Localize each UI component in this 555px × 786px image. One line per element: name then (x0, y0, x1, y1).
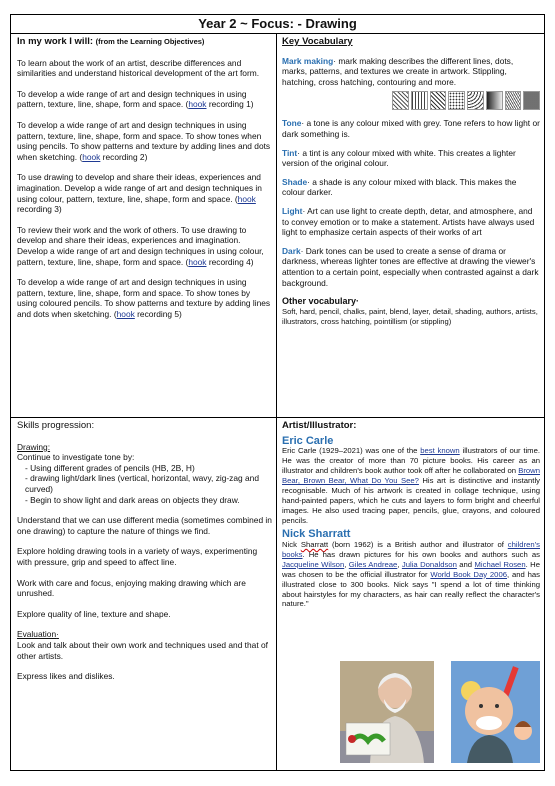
texture-swatch (430, 91, 447, 110)
column-divider (276, 34, 277, 770)
evaluation-paragraph: Look and talk about their own work and techniques used and that of other artists. (17, 639, 268, 661)
mark-making-examples (392, 91, 540, 110)
nick-sharratt-photo (451, 661, 540, 763)
hook-link[interactable]: hook (116, 308, 135, 319)
eric-carle-photo (340, 661, 434, 763)
objectives-list (17, 58, 272, 320)
jacqueline-wilson-link[interactable]: Jacqueline Wilson (282, 559, 345, 569)
vocabulary-definition: a tone is any colour mixed with grey. Tone refers to how light or dark something is. (282, 118, 540, 139)
skills-panel (17, 421, 272, 682)
evaluation-paragraph: Express likes and dislikes. (17, 671, 115, 682)
hook-link[interactable]: hook (188, 99, 207, 110)
knowledge-organiser (10, 14, 545, 771)
vocabulary-panel (282, 37, 540, 327)
learning-objective: To use drawing to develop and share their ideas, experiences and imagination. Develop a wide range of art and design techniques in using colour, pattern, texture, line, shape, form and space. (hook recording 3) (17, 172, 262, 215)
skills-heading: Skills progression: (17, 420, 95, 431)
learning-objective: To develop a wide range of art and design techniques in using pattern, texture, line, shape, form and space. To show tones when using pencils. To show patterns and texture by adding lines and dots when sketching. (hook recording 2) (17, 119, 271, 162)
vocabulary-item: Dark· Dark tones can be used to create a sense of drama or darkness, whereas lighter tones are effective at drawing the viewer's attention to a certain point, especially when contrasted against a dark background. (282, 245, 539, 288)
learning-objective: To develop a wide range of art and design techniques in using pattern, texture, line, shape, form and space. To show tones by using coloured pencils. To show patterns and texture by adding lines and dots when sketching. (hook recording 5) (17, 277, 271, 319)
world-book-day-link[interactable]: World Book Day 2006 (430, 569, 508, 579)
skill-paragraph: Work with care and focus, enjoying making drawing which are unrushed. (17, 577, 246, 599)
skill-paragraph: Understand that we can use different media (sometimes combined in one drawing) to capture the nature of things we find. (17, 515, 272, 536)
texture-swatch (523, 91, 540, 110)
row-divider (11, 417, 544, 418)
texture-swatch (467, 91, 484, 110)
skill-paragraph: Explore quality of line, texture and shape. (17, 608, 171, 619)
vocabulary-item: Tint· a tint is any colour mixed with white. This creates a lighter version of the original colour. (282, 147, 516, 169)
vocabulary-definition: Art can use light to create depth, detar, and atmosphere, and to convey emotion or to make a statement. Artists have always used light to emphasize certain aspects of their works of art (282, 205, 535, 238)
eric-carle-bio: Eric Carle (1929–2021) was one of the best known illustrators of our time. He was the creator of more than 70 picture books. His career as an illustrator and children's book author took off after he collaborated on Brown Bear, Brown Bear, What Do You See? His art is distinctive and instantly recognisable. Much of his artwork is created in collage technique, using hand-painted papers, which he cuts and layers to form bright and cheerful images. He also used tracing paper, pencils, glue, crayons, and coloured pencils. (282, 446, 540, 525)
artist-heading: Artist/Illustrator: (282, 420, 357, 431)
vocabulary-definition: a shade is any colour mixed with black. This makes the colour darker. (282, 176, 517, 198)
skills-paragraphs (17, 515, 272, 619)
hook-link[interactable]: hook (237, 193, 256, 204)
vocabulary-term: Mark making (282, 55, 334, 66)
eric-carle-name: Eric Carle (282, 434, 334, 447)
texture-swatch (392, 91, 409, 110)
skill-paragraph: Explore holding drawing tools in a variety of ways, experimenting with pressure, grip and speed to affect line. (17, 546, 258, 567)
nick-sharratt-bio: Nick Sharratt (born 1962) is a British author and illustrator of children's books. He has drawn pictures for his own books and authors such as Jacqueline Wilson, Giles Andreae, Julia Donaldson and Michael Rosen. He was chosen to be the official illustrator for World Book Day 2006, and has illustrated close to 300 books. Nick says "I spend a lot of time thinking about hairstyles for my characters, as hair can really reflect the character's nature." (282, 540, 540, 609)
vocabulary-list (282, 56, 540, 289)
skills-bullet-list (17, 463, 272, 505)
brown-bear-link[interactable]: Brown Bear, Brown Bear, What Do You See? (282, 466, 540, 485)
learning-objectives-panel (17, 37, 272, 319)
other-vocabulary-text: Soft, hard, pencil, chalks, paint, blend, layer, detail, shading, authors, artists, illustrators, cross hatching, pointillism (or stippling) (282, 306, 538, 326)
nick-sharratt-name: Nick Sharratt (282, 528, 351, 541)
other-vocabulary-heading: Other vocabulary (282, 296, 357, 307)
texture-swatch (448, 91, 465, 110)
vocabulary-item: Mark making· mark making describes the different lines, dots, marks, patterns, and textures we create in artwork. Stippling, hatching, cross hatching, contouring and more. (282, 55, 514, 87)
skill-bullet: - Begin to show light and dark areas on objects they draw. (25, 495, 272, 506)
vocabulary-definition: mark making describes the different lines, dots, marks, patterns, and textures we create in artwork. Stippling, hatching, cross hatching, contouring and more. (282, 55, 514, 87)
hook-link[interactable]: hook (188, 256, 207, 267)
skill-bullet: - Using different grades of pencils (HB, 2B, H) (25, 463, 272, 474)
julia-donaldson-link[interactable]: Julia Donaldson (401, 559, 457, 569)
vocabulary-item: Shade· a shade is any colour mixed with black. This makes the colour darker. (282, 176, 517, 198)
best-known-link[interactable]: best known (420, 446, 460, 456)
learning-objective: To develop a wide range of art and design techniques in using pattern, texture, line, shape, form and space. (hook recording 1) (17, 88, 254, 110)
vocabulary-term: Light (282, 205, 303, 216)
drawing-intro: Continue to investigate tone by: (17, 452, 135, 463)
page-title: Year 2 ~ Focus: - Drawing (11, 15, 544, 34)
vocabulary-term: Dark (282, 245, 301, 256)
skill-bullet: - drawing light/dark lines (vertical, horizontal, wavy, zig-zag and curved) (25, 473, 272, 494)
vocabulary-item: Light· Art can use light to create depth, detar, and atmosphere, and to convey emotion or to make a statement. Artists have always used light to emphasize certain aspects of their works of art (282, 205, 535, 238)
texture-swatch (486, 91, 503, 110)
vocabulary-heading: Key Vocabulary (282, 36, 353, 47)
learning-objective: To review their work and the work of others. To use drawing to develop and share their ideas, experiences and imagination. Develop a wide range of art and design techniques in using colour, pattern, texture, line, shape, form and space. (hook recording 4) (17, 224, 264, 267)
evaluation-paragraphs (17, 640, 272, 682)
vocabulary-item: Tone· a tone is any colour mixed with grey. Tone refers to how light or dark something is. (282, 118, 540, 139)
evaluation-heading: Evaluation· (17, 629, 59, 640)
other-vocabulary: Other vocabulary· Soft, hard, pencil, chalks, paint, blend, layer, detail, shading, authors, artists, illustrators, cross hatching, pointillism (or stippling) (282, 296, 540, 327)
vocabulary-definition: Dark tones can be used to create a sense of drama or darkness, whereas lighter tones are effective at drawing the viewer's attention to a certain point, especially when contrasted against a dark background. (282, 245, 539, 288)
vocabulary-term: Tint (282, 147, 298, 158)
artist-photos (340, 661, 540, 763)
vocabulary-term: Tone (282, 118, 302, 129)
vocabulary-definition: a tint is any colour mixed with white. This creates a lighter version of the original colour. (282, 147, 516, 169)
texture-swatch (505, 91, 522, 110)
giles-andreae-link[interactable]: Giles Andreae (348, 559, 398, 569)
artist-panel (282, 421, 540, 609)
vocabulary-term: Shade (282, 176, 308, 187)
childrens-books-link[interactable]: children's books (282, 540, 540, 559)
michael-rosen-link[interactable]: Michael Rosen (474, 559, 526, 569)
drawing-heading: Drawing: (17, 441, 51, 452)
learning-heading: In my work I will: (from the Learning Objectives) (17, 36, 205, 47)
texture-swatch (411, 91, 428, 110)
hook-link[interactable]: hook (82, 151, 101, 162)
learning-objective: To learn about the work of an artist, describe differences and similarities and understand historical development of the art form. (17, 57, 260, 79)
